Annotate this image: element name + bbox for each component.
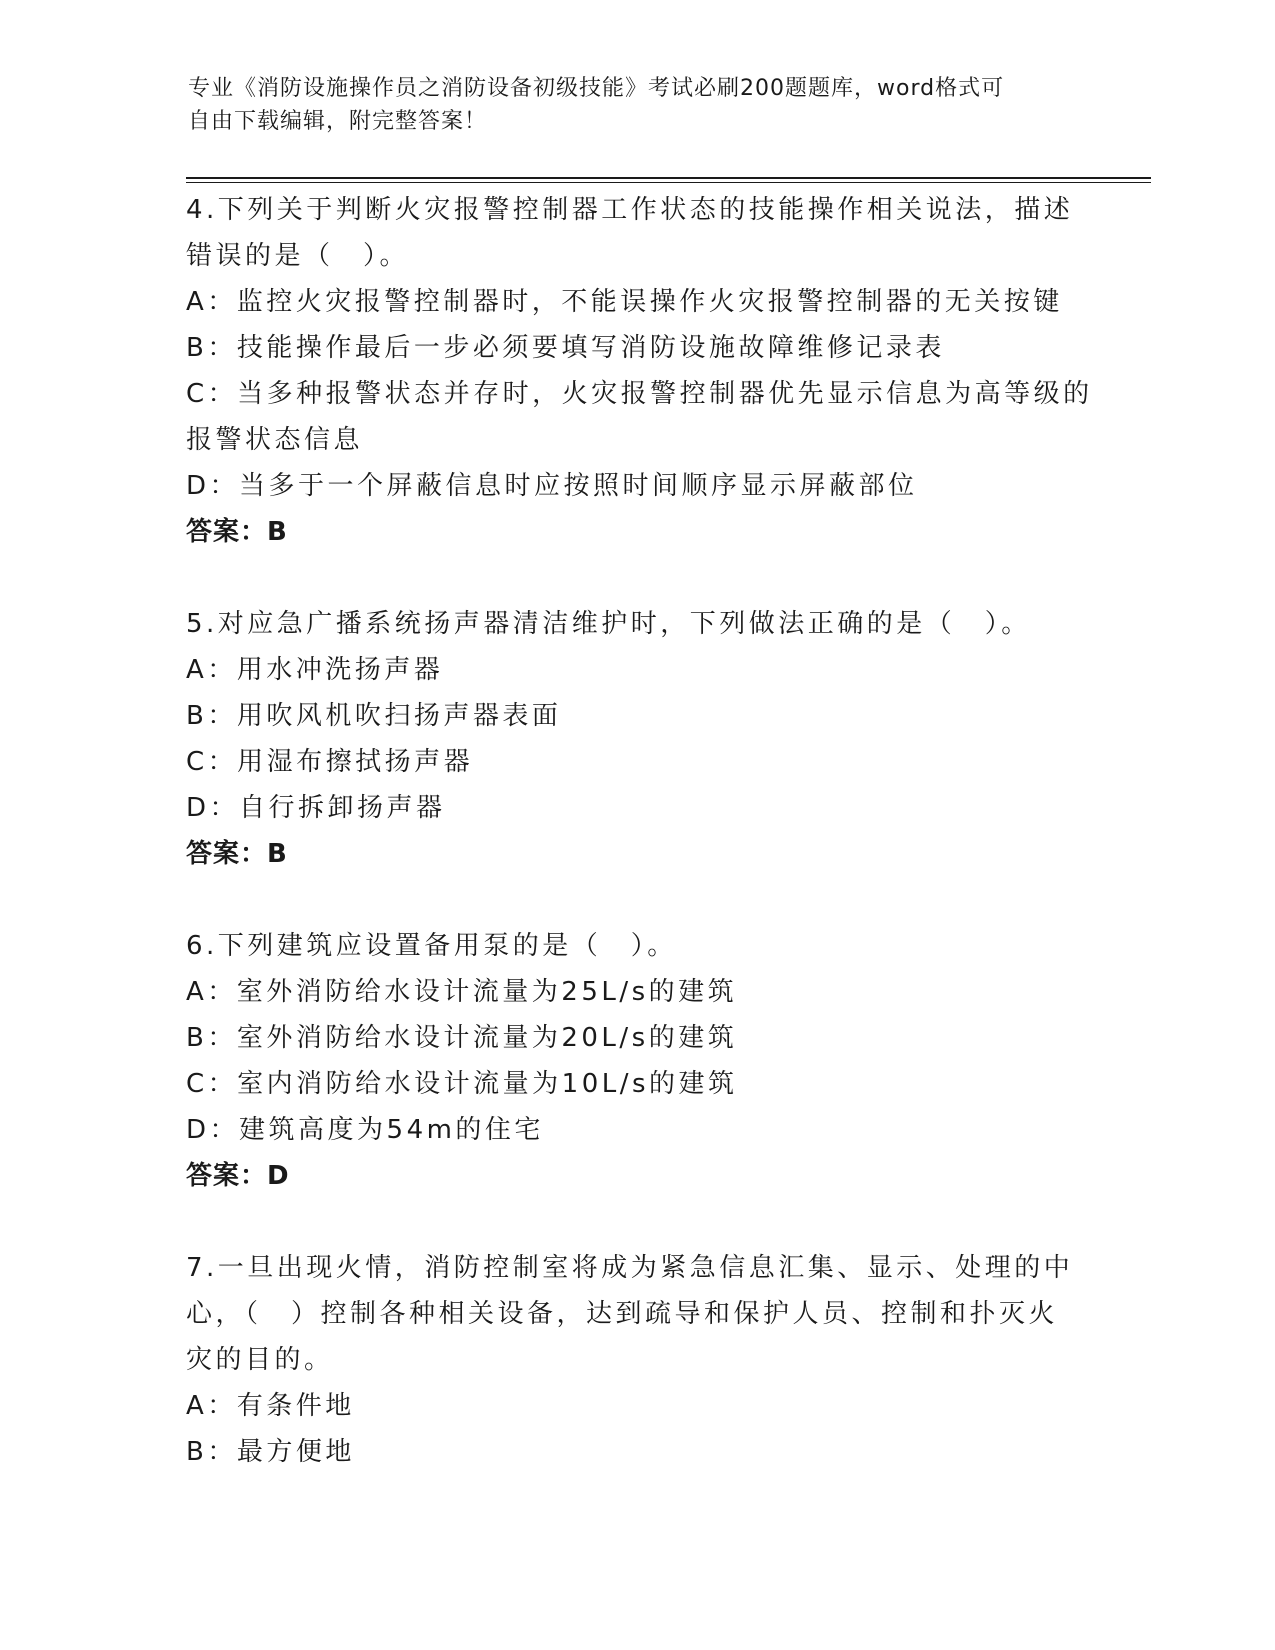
- answer-option-line: D：自行拆卸扬声器: [186, 793, 446, 823]
- answer-option-line: D：当多于一个屏蔽信息时应按照时间顺序显示屏蔽部位: [186, 471, 918, 501]
- header-line: 自由下载编辑，附完整答案！: [188, 109, 488, 134]
- answer-option-line: C：当多种报警状态并存时，火灾报警控制器优先显示信息为高等级的: [186, 379, 1093, 409]
- question-block: [186, 187, 1093, 555]
- question-stem-line: 5.对应急广播系统扬声器清洁维护时，下列做法正确的是（ ）。: [186, 609, 1031, 639]
- answer-option-line: A：有条件地: [186, 1391, 355, 1421]
- answer-option-line: C：室内消防给水设计流量为10L/s的建筑: [186, 1069, 738, 1099]
- answer-option-line: C：用湿布擦拭扬声器: [186, 747, 474, 777]
- answer-option-line: B：技能操作最后一步必须要填写消防设施故障维修记录表: [186, 333, 945, 363]
- answer-option-line: A：用水冲洗扬声器: [186, 655, 444, 685]
- question-stem-line: 灾的目的。: [186, 1345, 334, 1375]
- question-block: [186, 601, 1086, 877]
- question-stem-line: 错误的是（ ）。: [186, 241, 410, 271]
- answer-option-line: B：最方便地: [186, 1437, 355, 1467]
- header-divider-thin: [186, 182, 1151, 183]
- question-block: [186, 923, 1086, 1199]
- question-stem-line: 7.一旦出现火情，消防控制室将成为紧急信息汇集、显示、处理的中: [186, 1253, 1074, 1283]
- answer-option-line: B：用吹风机吹扫扬声器表面: [186, 701, 562, 731]
- answer-option-line: A：室外消防给水设计流量为25L/s的建筑: [186, 977, 738, 1007]
- answer-option-line: 报警状态信息: [186, 425, 364, 455]
- answer-key: 答案：B: [186, 839, 288, 869]
- header-divider: [186, 177, 1151, 179]
- answer-key: 答案：B: [186, 517, 288, 547]
- question-stem-line: 6.下列建筑应设置备用泵的是（ ）。: [186, 931, 677, 961]
- question-stem-line: 心，（ ）控制各种相关设备，达到疏导和保护人员、控制和扑灭火: [186, 1299, 1059, 1329]
- answer-option-line: A：监控火灾报警控制器时，不能误操作火灾报警控制器的无关按键: [186, 287, 1063, 317]
- answer-option-line: D：建筑高度为54m的住宅: [186, 1115, 544, 1145]
- question-block: [186, 1245, 1086, 1475]
- question-stem-line: 4.下列关于判断火灾报警控制器工作状态的技能操作相关说法，描述: [186, 195, 1074, 225]
- answer-key: 答案：D: [186, 1161, 290, 1191]
- header-line: 专业《消防设施操作员之消防设备初级技能》考试必刷200题题库，word格式可: [188, 76, 1005, 101]
- document-header: [188, 72, 1088, 138]
- answer-option-line: B：室外消防给水设计流量为20L/s的建筑: [186, 1023, 738, 1053]
- question-list: [186, 187, 1093, 1475]
